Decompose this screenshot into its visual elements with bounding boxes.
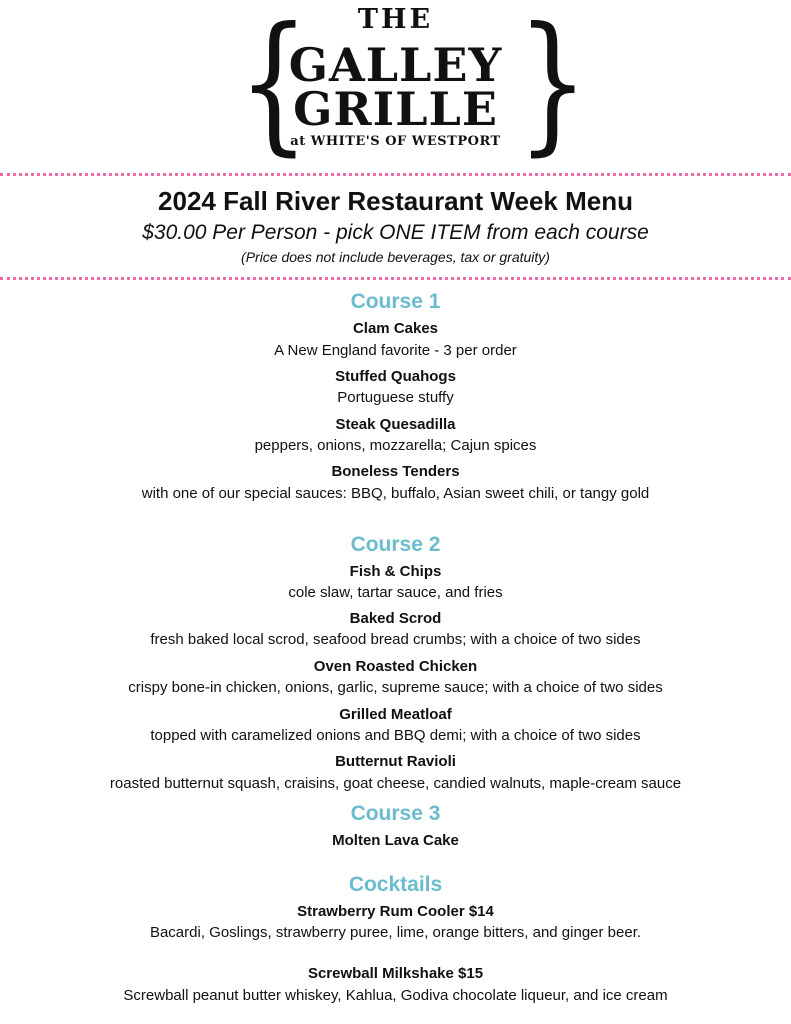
menu-item-desc: topped with caramelized onions and BBQ demi; with a choice of two sides — [150, 727, 641, 744]
price-line: $30.00 Per Person - pick ONE ITEM from each course — [142, 221, 649, 244]
menu-item-name: Oven Roasted Chicken — [313, 658, 478, 675]
menu-item-desc: A New England favorite - 3 per order — [274, 342, 517, 359]
logo-subtitle: at WHITE'S OF WESTPORT — [290, 134, 501, 149]
menu-item-name: Strawberry Rum Cooler $14 — [297, 903, 494, 920]
menu-item-desc: fresh baked local scrod, seafood bread crumbs; with a choice of two sides — [150, 631, 641, 648]
course-heading-cocktails: Cocktails — [348, 873, 443, 896]
dotted-divider-bottom — [0, 277, 791, 280]
menu-item-desc: cole slaw, tartar sauce, and fries — [288, 584, 503, 601]
logo-line-the: THE — [357, 4, 434, 35]
menu-item-name: Screwball Milkshake $15 — [307, 965, 484, 982]
menu-item-desc: peppers, onions, mozzarella; Cajun spices — [254, 437, 537, 454]
dotted-divider-top — [0, 173, 791, 176]
price-note: (Price does not include beverages, tax or gratuity) — [241, 249, 550, 265]
menu-item-name: Boneless Tenders — [331, 463, 460, 480]
course-heading-3: Course 3 — [350, 802, 441, 825]
menu-item-name: Molten Lava Cake — [332, 832, 459, 849]
logo-line-galley: GALLEY — [288, 38, 503, 92]
menu-item-name: Fish & Chips — [349, 563, 442, 580]
menu-item-name: Grilled Meatloaf — [339, 706, 452, 723]
menu-item-name: Butternut Ravioli — [335, 753, 456, 770]
menu-item-desc: with one of our special sauces: BBQ, buffalo, Asian sweet chili, or tangy gold — [141, 485, 650, 502]
course-heading-2: Course 2 — [350, 533, 441, 556]
menu-title: 2024 Fall River Restaurant Week Menu — [158, 186, 633, 216]
menu-item-desc: Portuguese stuffy — [337, 389, 454, 406]
menu-item-name: Clam Cakes — [352, 320, 439, 337]
menu-item-name: Steak Quesadilla — [335, 416, 456, 433]
left-curly-brace: { — [237, 0, 310, 170]
logo-line-grille: GRILLE — [293, 82, 498, 136]
menu-item-desc: Screwball peanut butter whiskey, Kahlua, Godiva chocolate liqueur, and ice cream — [123, 987, 668, 1004]
menu-item-desc: crispy bone-in chicken, onions, garlic, supreme sauce; with a choice of two sides — [128, 679, 663, 696]
menu-item-name: Stuffed Quahogs — [335, 368, 456, 385]
menu-item-desc: Bacardi, Goslings, strawberry puree, lime, orange bitters, and ginger beer. — [149, 924, 642, 941]
restaurant-logo — [0, 0, 791, 170]
right-curly-brace: } — [516, 0, 589, 170]
course-heading-1: Course 1 — [350, 290, 441, 313]
menu-item-desc: roasted butternut squash, craisins, goat cheese, candied walnuts, maple-cream sauce — [109, 775, 682, 792]
menu-item-name: Baked Scrod — [349, 610, 442, 627]
